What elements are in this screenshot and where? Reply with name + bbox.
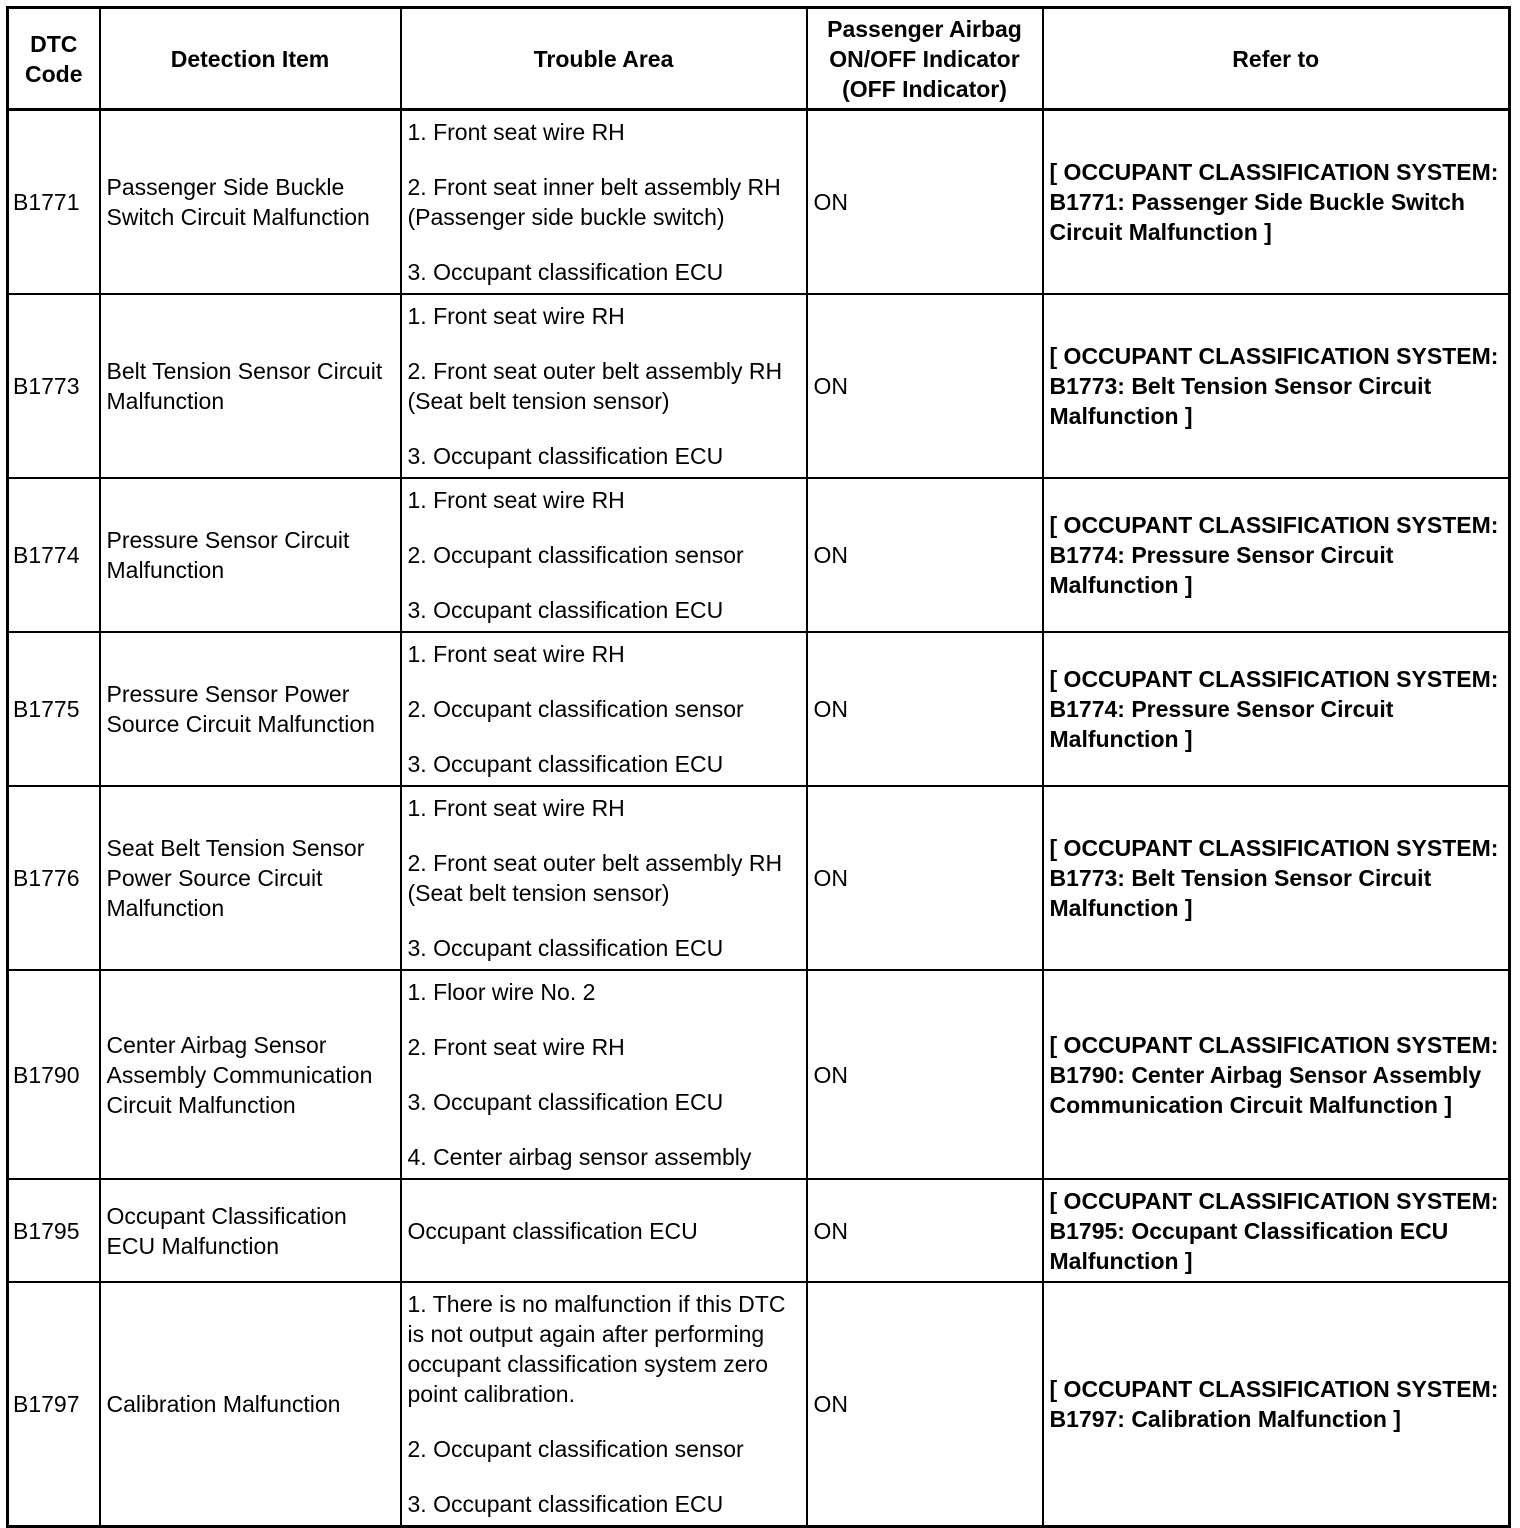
detection-item: Occupant Classification ECU Malfunction (100, 1179, 401, 1282)
header-trouble-area: Trouble Area (401, 8, 807, 110)
dtc-code: B1775 (8, 632, 100, 786)
trouble-item: 2. Front seat inner belt assembly RH (Passenger side buckle switch) (407, 174, 781, 230)
indicator-status: ON (807, 632, 1043, 786)
dtc-table (6, 6, 1511, 1528)
trouble-area (401, 110, 807, 295)
trouble-item: 1. Floor wire No. 2 (407, 979, 596, 1005)
indicator-status: ON (807, 786, 1043, 970)
detection-item: Belt Tension Sensor Circuit Malfunction (100, 294, 401, 478)
table-row (8, 294, 1510, 478)
trouble-item: 2. Front seat wire RH (407, 1034, 625, 1060)
trouble-item: 3. Occupant classification ECU (407, 751, 724, 777)
trouble-area (401, 478, 807, 632)
dtc-code: B1774 (8, 478, 100, 632)
detection-item: Calibration Malfunction (100, 1282, 401, 1527)
trouble-area (401, 1179, 807, 1282)
table-row (8, 632, 1510, 786)
header-detection-item: Detection Item (100, 8, 401, 110)
dtc-code: B1771 (8, 110, 100, 295)
trouble-item: 3. Occupant classification ECU (407, 1089, 724, 1115)
indicator-status: ON (807, 478, 1043, 632)
header-refer-to: Refer to (1043, 8, 1510, 110)
table-row (8, 1282, 1510, 1527)
trouble-item: 2. Front seat outer belt assembly RH (Seat belt tension sensor) (407, 850, 783, 906)
trouble-item: 3. Occupant classification ECU (407, 443, 724, 469)
trouble-item: 2. Occupant classification sensor (407, 542, 744, 568)
trouble-area (401, 786, 807, 970)
refer-link[interactable]: [ OCCUPANT CLASSIFICATION SYSTEM: B1771: Passenger Side Buckle Switch Circuit Malfunction ] (1043, 110, 1510, 295)
trouble-item: 3. Occupant classification ECU (407, 259, 724, 285)
trouble-item: 2. Front seat outer belt assembly RH (Seat belt tension sensor) (407, 358, 783, 414)
trouble-item: 1. Front seat wire RH (407, 303, 625, 329)
header-indicator: Passenger Airbag ON/OFF Indicator (OFF Indicator) (807, 8, 1043, 110)
indicator-status: ON (807, 1282, 1043, 1527)
refer-link[interactable]: [ OCCUPANT CLASSIFICATION SYSTEM: B1774: Pressure Sensor Circuit Malfunction ] (1043, 478, 1510, 632)
indicator-status: ON (807, 294, 1043, 478)
dtc-code: B1795 (8, 1179, 100, 1282)
trouble-item: 4. Center airbag sensor assembly (407, 1144, 752, 1170)
trouble-item: 3. Occupant classification ECU (407, 1491, 724, 1517)
trouble-area (401, 294, 807, 478)
table-row (8, 478, 1510, 632)
trouble-item: 1. Front seat wire RH (407, 119, 625, 145)
table-row (8, 970, 1510, 1179)
trouble-item: Occupant classification ECU (407, 1217, 698, 1244)
detection-item: Seat Belt Tension Sensor Power Source Circuit Malfunction (100, 786, 401, 970)
refer-link[interactable]: [ OCCUPANT CLASSIFICATION SYSTEM: B1795: Occupant Classification ECU Malfunction ] (1043, 1179, 1510, 1282)
refer-link[interactable]: [ OCCUPANT CLASSIFICATION SYSTEM: B1773: Belt Tension Sensor Circuit Malfunction ] (1043, 294, 1510, 478)
trouble-item: 1. Front seat wire RH (407, 641, 625, 667)
header-row (8, 8, 1510, 110)
trouble-item: 1. There is no malfunction if this DTC is not output again after performing occupant classification system zero point calibration. (407, 1291, 786, 1407)
trouble-area (401, 1282, 807, 1527)
dtc-code: B1773 (8, 294, 100, 478)
detection-item: Center Airbag Sensor Assembly Communication Circuit Malfunction (100, 970, 401, 1179)
trouble-area (401, 970, 807, 1179)
trouble-item: 1. Front seat wire RH (407, 795, 625, 821)
trouble-item: 3. Occupant classification ECU (407, 597, 724, 623)
indicator-status: ON (807, 970, 1043, 1179)
trouble-area (401, 632, 807, 786)
dtc-code: B1776 (8, 786, 100, 970)
indicator-status: ON (807, 1179, 1043, 1282)
refer-link[interactable]: [ OCCUPANT CLASSIFICATION SYSTEM: B1773: Belt Tension Sensor Circuit Malfunction ] (1043, 786, 1510, 970)
refer-link[interactable]: [ OCCUPANT CLASSIFICATION SYSTEM: B1797: Calibration Malfunction ] (1043, 1282, 1510, 1527)
trouble-item: 2. Occupant classification sensor (407, 696, 744, 722)
trouble-item: 2. Occupant classification sensor (407, 1436, 744, 1462)
detection-item: Passenger Side Buckle Switch Circuit Malfunction (100, 110, 401, 295)
header-dtc-code: DTC Code (8, 8, 100, 110)
table-row (8, 110, 1510, 295)
indicator-status: ON (807, 110, 1043, 295)
dtc-code: B1797 (8, 1282, 100, 1527)
detection-item: Pressure Sensor Power Source Circuit Malfunction (100, 632, 401, 786)
dtc-code: B1790 (8, 970, 100, 1179)
trouble-item: 1. Front seat wire RH (407, 487, 625, 513)
table-row (8, 1179, 1510, 1282)
table-row (8, 786, 1510, 970)
detection-item: Pressure Sensor Circuit Malfunction (100, 478, 401, 632)
refer-link[interactable]: [ OCCUPANT CLASSIFICATION SYSTEM: B1774: Pressure Sensor Circuit Malfunction ] (1043, 632, 1510, 786)
refer-link[interactable]: [ OCCUPANT CLASSIFICATION SYSTEM: B1790: Center Airbag Sensor Assembly Communication Circuit Malfunction ] (1043, 970, 1510, 1179)
trouble-item: 3. Occupant classification ECU (407, 935, 724, 961)
